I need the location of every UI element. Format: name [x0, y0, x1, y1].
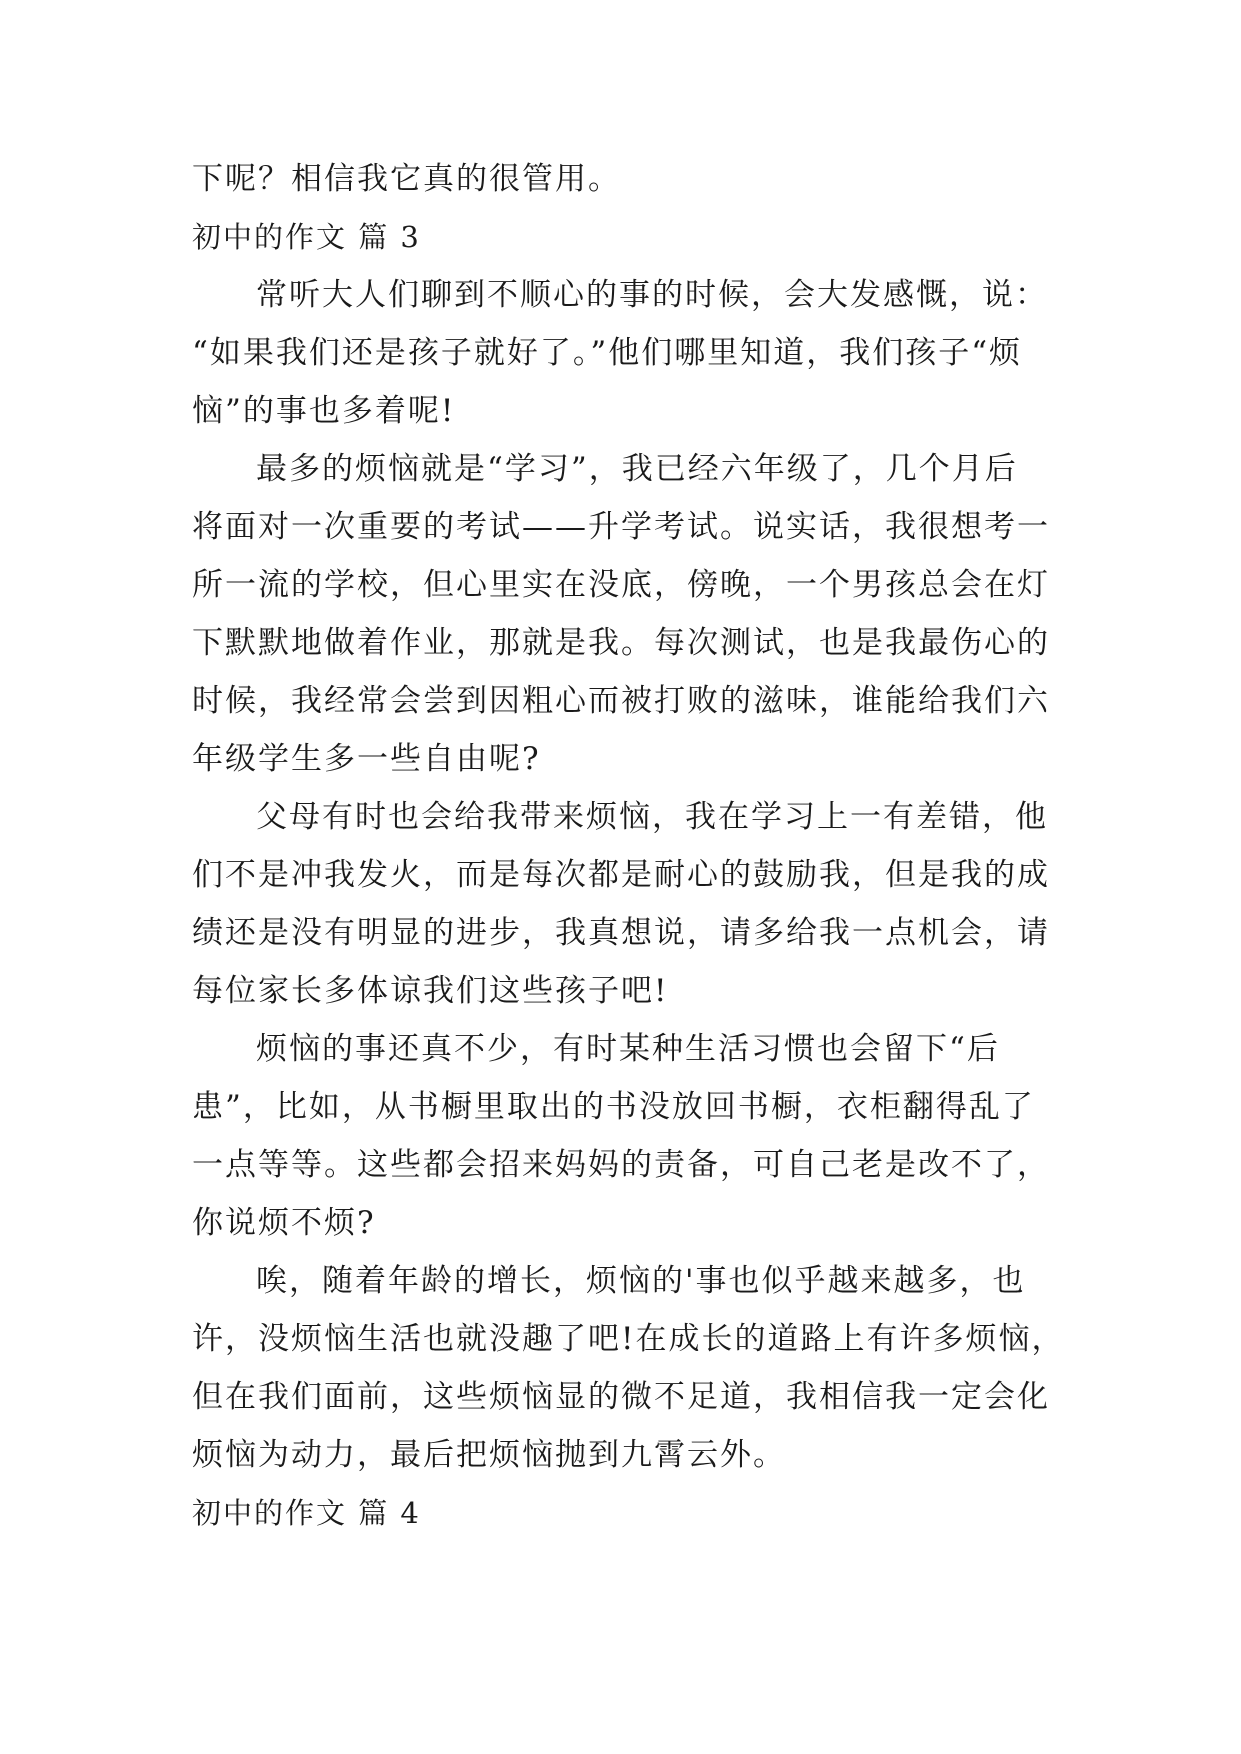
text-line: 将面对一次重要的考试——升学考试。说实话，我很想考一 — [192, 509, 1050, 545]
text-line: 患”，比如，从书橱里取出的书没放回书橱，衣柜翻得乱了 — [192, 1089, 1035, 1125]
text-line: 但在我们面前，这些烦恼显的微不足道，我相信我一定会化 — [192, 1379, 1050, 1415]
section-heading: 初中的作文 篇 4 — [192, 1496, 421, 1530]
text-line: 许，没烦恼生活也就没趣了吧!在成长的道路上有许多烦恼， — [192, 1321, 1065, 1357]
paragraph-first-line: 常听大人们聊到不顺心的事的时候，会大发感慨，说： — [256, 277, 1048, 313]
text-line: 一点等等。这些都会招来妈妈的责备，可自己老是改不了， — [192, 1147, 1050, 1183]
text-line: 下默默地做着作业，那就是我。每次测试，也是我最伤心的 — [192, 625, 1050, 661]
paragraph-first-line: 最多的烦恼就是“学习”，我已经六年级了，几个月后 — [256, 451, 1018, 487]
paragraph-first-line: 唉，随着年龄的增长，烦恼的'事也似乎越来越多，也 — [256, 1263, 1026, 1299]
section-heading: 初中的作文 篇 3 — [192, 220, 421, 254]
text-line: 恼”的事也多着呢! — [192, 393, 456, 429]
paragraph-first-line: 父母有时也会给我带来烦恼，我在学习上一有差错，他 — [256, 799, 1048, 835]
text-line: 每位家长多体谅我们这些孩子吧! — [192, 973, 669, 1009]
text-line: 们不是冲我发火，而是每次都是耐心的鼓励我，但是我的成 — [192, 857, 1050, 893]
text-line: 下呢？相信我它真的很管用。 — [192, 161, 621, 197]
text-line: 时候，我经常会尝到因粗心而被打败的滋味，谁能给我们六 — [192, 683, 1050, 719]
text-line: 烦恼为动力，最后把烦恼抛到九霄云外。 — [192, 1437, 786, 1473]
text-line: 年级学生多一些自由呢? — [192, 741, 541, 777]
text-line: 所一流的学校，但心里实在没底，傍晚，一个男孩总会在灯 — [192, 567, 1050, 603]
text-line: “如果我们还是孩子就好了。”他们哪里知道，我们孩子“烦 — [192, 335, 1023, 371]
document-body — [192, 160, 1065, 1552]
text-line: 你说烦不烦? — [192, 1205, 376, 1241]
text-line: 绩还是没有明显的进步，我真想说，请多给我一点机会，请 — [192, 915, 1050, 951]
paragraph-first-line: 烦恼的事还真不少，有时某种生活习惯也会留下“后 — [256, 1031, 1000, 1067]
